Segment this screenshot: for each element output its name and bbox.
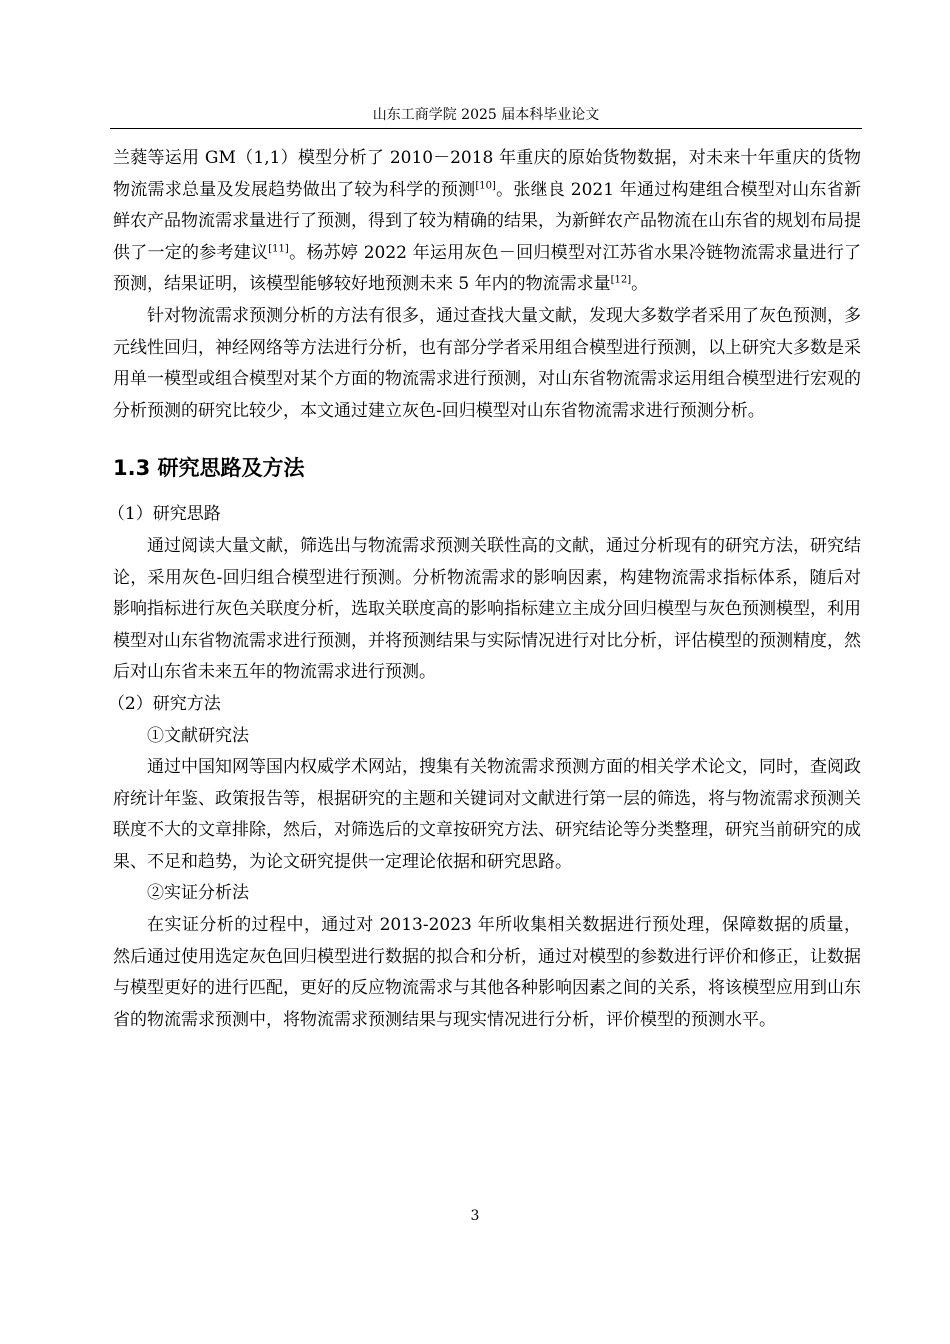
citation-ref: [11] (268, 243, 289, 255)
section-heading: 1.3 研究思路及方法 (113, 456, 305, 481)
paragraph-research-idea: 通过阅读大量文献，筛选出与物流需求预测关联性高的文献，通过分析现有的研究方法，研究结论，采用灰色-回归组合模型进行预测。分析物流需求的影响因素，构建物流需求指标体系，随后对影响指标进行灰色关联度分析，选取关联度高的影响指标建立主成分回归模型与灰色预测模型，利用模型对山东省物流需求进行预测，并将预测结果与实际情况进行对比分析，评估模型的预测精度，然后对山东省未来五年的物流需求进行预测。 (113, 535, 861, 683)
paragraph-method-empirical: 在实证分析的过程中，通过对 2013-2023 年所收集相关数据进行预处理，保障数据的质量，然后通过使用选定灰色回归模型进行数据的拟合和分析，通过对模型的参数进行评价和修正，让数据与模型更好的进行匹配，更好的反应物流需求与其他各种影响因素之间的关系，将该模型应用到山东省的物流需求预测中，将物流需求预测结果与现实情况进行分析，评价模型的预测水平。 (113, 915, 861, 1030)
page-number: 3 (470, 1208, 480, 1224)
paragraph-method-literature: 通过中国知网等国内权威学术网站，搜集有关物流需求预测方面的相关学术论文，同时，查阅政府统计年鉴、政策报告等，根据研究的主题和关键词对文献进行第一层的筛选，将与物流需求预测关联度不大的文章排除，然后，对筛选后的文章按研究方法、研究结论等分类整理，研究当前研究的成果、不足和趋势，为论文研究提供一定理论依据和研究思路。 (113, 757, 861, 872)
paragraph-literature-review (113, 143, 861, 301)
paragraph-text: 。 (631, 274, 649, 295)
item-label-research-idea: （1）研究思路 (107, 504, 221, 525)
citation-ref: [10] (475, 179, 496, 191)
running-header: 山东工商学院 2025 届本科毕业论文 (372, 107, 600, 123)
paragraph-summary: 针对物流需求预测分析的方法有很多，通过查找大量文献，发现大多数学者采用了灰色预测，多元线性回归，神经网络等方法进行分析，也有部分学者采用组合模型进行预测，以上研究大多数是采用单一模型或组合模型对某个方面的物流需求进行预测，对山东省物流需求运用组合模型进行宏观的分析预测的研究比较少，本文通过建立灰色-回归模型对山东省物流需求进行预测分析。 (113, 305, 861, 421)
header-rule (110, 128, 862, 129)
paragraph-text: 。张继良 2021 年通过构建组合模型对山东省新鲜农产品物流需求量进行了预测，得到了较为精确的结果，为新鲜农产品物流在山东省的规划布局提供了一定的参考建议 (113, 179, 861, 263)
item-label-research-method: （2）研究方法 (107, 693, 221, 714)
document-body (107, 143, 861, 1036)
citation-ref: [12] (610, 274, 632, 286)
method-title-literature: ①文献研究法 (147, 725, 249, 746)
method-title-empirical: ②实证分析法 (147, 883, 249, 904)
paragraph-text: 。杨苏婷 2022 年运用灰色－回归模型对江苏省水果冷链物流需求量进行了预测，结果证明，该模型能够较好地预测未来 5 年内的物流需求量 (113, 242, 861, 295)
paragraph-text: 兰蕤等运用 GM（1,1）模型分析了 2010－2018 年重庆的原始货物数据，对未来十年重庆的货物物流需求总量及发展趋势做出了较为科学的预测 (113, 148, 861, 200)
